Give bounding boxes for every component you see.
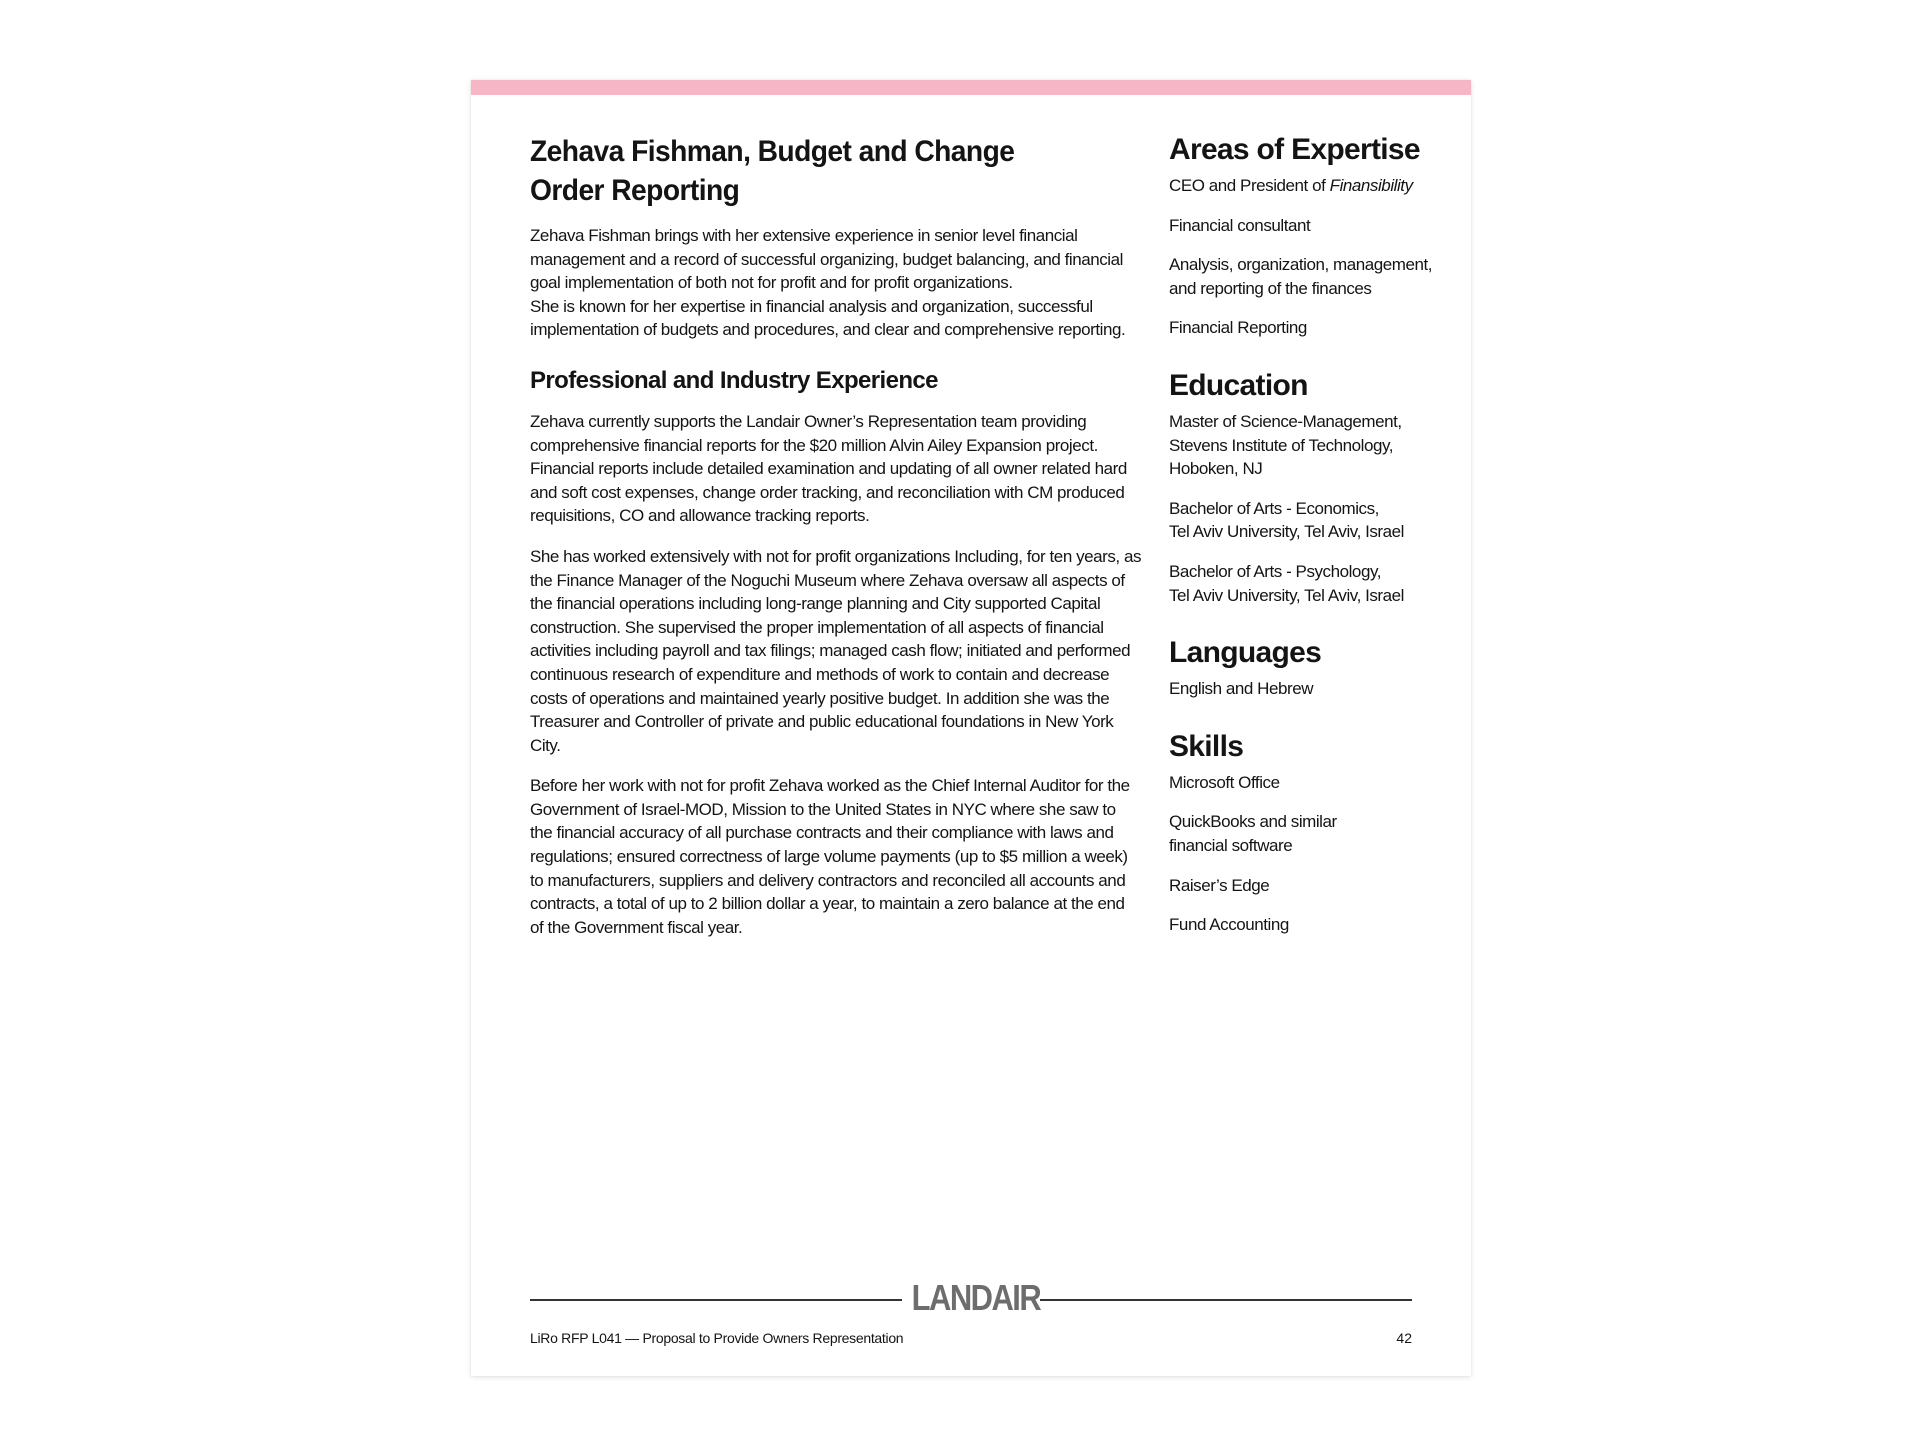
skills-heading: Skills [1169, 729, 1244, 763]
expertise-heading: Areas of Expertise [1169, 133, 1420, 166]
expertise-item-ceo [1169, 174, 1459, 198]
landair-logo: LANDAIR [911, 1277, 1041, 1318]
skills-section [1169, 729, 1459, 937]
document-page [471, 80, 1471, 1376]
languages-heading: Languages [1169, 636, 1322, 670]
education-heading: Education [1169, 368, 1308, 402]
sidebar-column [1169, 132, 1459, 965]
footer-divider-left [530, 1299, 902, 1301]
expertise-item-ceo-prefix: CEO and President of [1169, 176, 1330, 195]
expertise-item: Financial consultant [1169, 215, 1311, 235]
education-item: Master of Science-Management, Stevens Institute of Technology, Hoboken, NJ [1169, 411, 1402, 479]
footer-document-title: LiRo RFP L041 — Proposal to Provide Owners Representation [530, 1330, 904, 1346]
skills-item: QuickBooks and similar financial software [1169, 812, 1337, 855]
skills-item: Microsoft Office [1169, 772, 1280, 792]
education-item: Bachelor of Arts - Economics, Tel Aviv University, Tel Aviv, Israel [1169, 498, 1404, 542]
education-section [1169, 368, 1459, 607]
experience-paragraph-1: Zehava currently supports the Landair Owner’s Representation team providing comprehensive financial reports for the $20 million Alvin Ailey Expansion project. Financial reports include detailed examination and updating of all owner related hard and soft cost expenses, change order tracking, and reconciliation with CM produced requisitions, CO and allowance tracking reports. [530, 411, 1127, 526]
skills-item: Fund Accounting [1169, 915, 1289, 935]
languages-item: English and Hebrew [1169, 679, 1314, 699]
skills-item: Raiser’s Edge [1169, 875, 1270, 895]
experience-paragraph-2: She has worked extensively with not for profit organizations Including, for ten years, as the Finance Manager of the Noguchi Museum where Zehava oversaw all aspects of the financial operations including long-range planning and City supported Capital construction. She supervised the proper implementation of all aspects of financial activities including payroll and tax filings; managed cash flow; initiated and performed continuous research of expenditure and methods of work to contain and decrease costs of operations and maintained yearly positive budget. In addition she was the Treasurer and Controller of private and public educational foundations in New York City. [530, 546, 1142, 755]
education-item: Bachelor of Arts - Psychology, Tel Aviv University, Tel Aviv, Israel [1169, 561, 1404, 605]
experience-heading: Professional and Industry Experience [530, 366, 938, 394]
page-title: Zehava Fishman, Budget and Change Order Reporting [530, 135, 1015, 207]
page-number: 42 [1396, 1330, 1412, 1346]
experience-paragraph-3: Before her work with not for profit Zehava worked as the Chief Internal Auditor for the Government of Israel-MOD, Mission to the United States in NYC where she saw to the financial accuracy of all purchase contracts and their compliance with laws and regulations; ensured correctness of large volume payments (up to $5 million a week) to manufacturers, suppliers and delivery contractors and reconciled all accounts and contracts, a total of up to 2 billion dollar a year, to maintain a zero balance at the end of the Government fiscal year. [530, 776, 1130, 937]
top-accent-bar [471, 80, 1471, 95]
expertise-item: Analysis, organization, management, and reporting of the finances [1169, 255, 1433, 298]
expertise-item: Financial Reporting [1169, 318, 1307, 338]
main-column [530, 132, 1142, 956]
languages-section [1169, 635, 1459, 701]
company-name: Finansibility [1329, 176, 1413, 195]
intro-paragraph: Zehava Fishman brings with her extensive experience in senior level financial management and a record of successful organizing, budget balancing, and financial goal implementation of both not for profit and for profit organizations. She is known for her expertise in financial analysis and organization, successful implementation of budgets and procedures, and clear and comprehensive reporting. [530, 226, 1126, 340]
footer-divider-right [1040, 1299, 1412, 1301]
expertise-section [1169, 132, 1459, 340]
